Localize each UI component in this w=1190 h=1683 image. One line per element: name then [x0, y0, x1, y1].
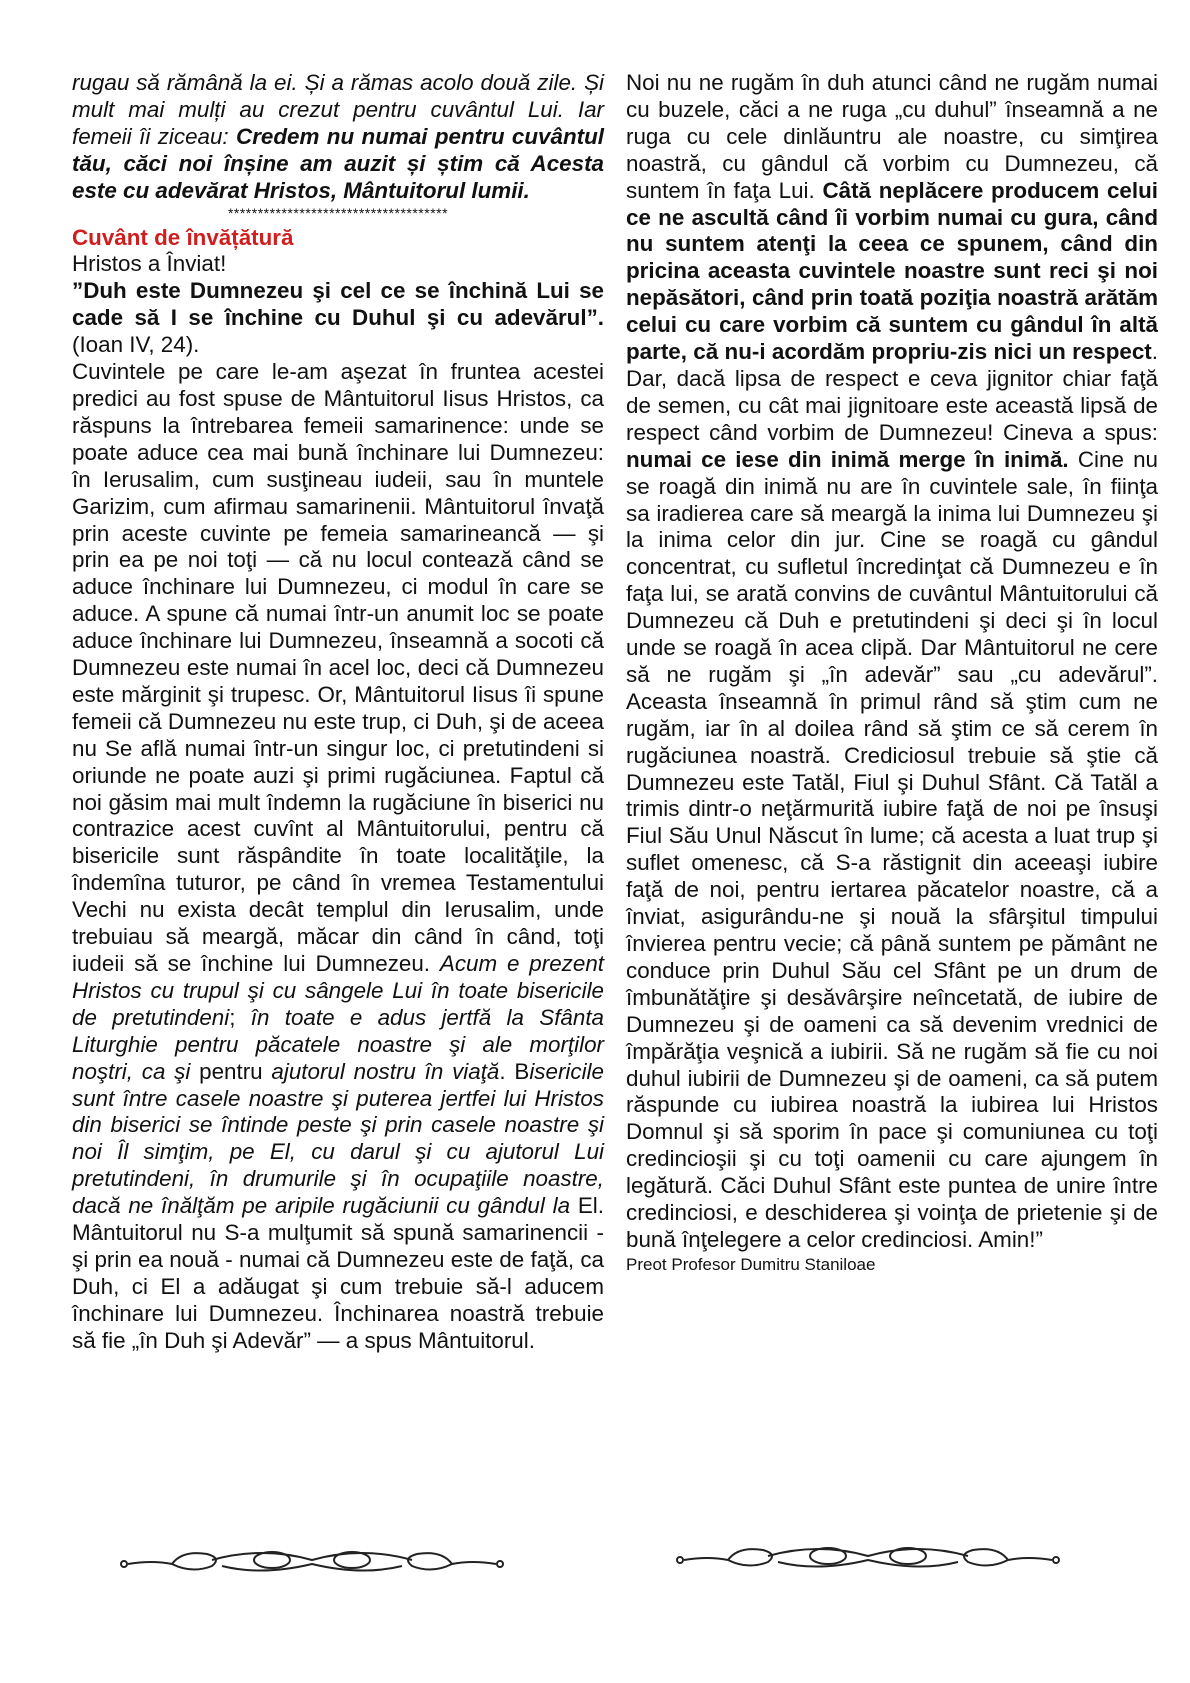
text-segment: El. Mântuitorul nu S-a mulţumit să spună samarinencii - şi prin ea nouă - numai că Dumnezeu este de faţă, ca Duh, ci El a adăugat şi cum trebuie să-l aducem închinare lui Dumnezeu. Închinarea noastră trebuie să fie „în Duh şi Adevăr” — a spus Mântuitorul. [72, 1193, 604, 1353]
text-segment: Cine nu se roagă din inimă nu are în cuvintele sale, în fiinţa sa iradierea care să meargă la inima lui Dumnezeu şi la inima celor din jur. Cine se roagă cu gândul concentrat, cu sufletul încredinţat că Dumnezeu e în faţa lui, se arată convins de cuvântul Mântuitorului că Dumnezeu că Duh e pretutindeni şi deci şi în locul unde se roagă în acea clipă. Dar Mântuitorul ne cere să ne rugăm şi „în adevăr” sau „cu adevărul”. Aceasta înseamnă în primul rând să ştim cum ne rugăm, iar în al doilea rând să ştim ce să cerem în rugăciunea noastră. Crediciosul trebuie să ştie că Dumnezeu este Tatăl, Fiul şi Duhul Sfânt. Că Tatăl a trimis dintr-o neţărmurită iubire faţă de noi pe însuşi Fiul Său Unul Născut în lume; că acesta a luat trup şi suflet omenesc, că S-a răstignit din aceeaşi iubire faţă de noi, pentru iertarea păcatelor noastre, că a înviat, asigurându-ne şi nouă la sfârşitul timpului învierea pentru vecie; că până suntem pe pământ ne conduce prin Duhul Său cel Sfânt pe un drum de îmbunătăţire şi desăvârşire neîncetată, de iubire de Dumnezeu şi de oameni ca să devenim vrednici de împărăţia veşnică a iubirii. Să ne rugăm să fie cu noi duhul iubirii de Dumnezeu şi de oameni, ca să putem răspunde cu iubirea noastră la iubirea lui Hristos Domnul şi să sporim în pace şi comuniunea cu toţi credincioşii şi cu toţi oamenii cu care ajungem în legătură. Căci Duhul Sfânt este puntea de unire între credinciosi, e deschiderea şi voinţa de prietenie şi de bună înţelegere a celor credinciosi. Amin!” [626, 446, 1159, 1252]
right-column [626, 70, 1158, 1276]
text-segment: pentru [190, 1058, 272, 1084]
text-segment: ; [229, 1004, 251, 1030]
sermon-body-left [72, 359, 604, 1355]
text-segment: . B [499, 1058, 530, 1084]
intro-bold-quote: Credem nu numai pentru cuvântul tău, căci noi înșine am auzit și știm că Acesta este cu adevărat Hristos, Mântuitorul lumii. [72, 123, 604, 203]
text-segment: . Dar, dacă lipsa de respect e ceva jignitor chiar faţă de semen, cu cât mai jignitoare este această lipsă de respect când vorbim de Dumnezeu! Cineva a spus: [626, 339, 1158, 445]
text-segment: Câtă neplăcere producem celui ce ne ascultă când îi vorbim numai cu gura, când nu suntem atenţi la ceea ce spunem, când din pricina aceasta cuvintele noastre sunt reci şi noi nepăsători, când prin toată poziţia noastră arătăm celui cu care vorbim că suntem cu gândul în altă parte, că nu-i acordăm propriu-zis nici un respect [626, 177, 1158, 365]
text-segment: Cuvintele pe care le-am aşezat în fruntea acestei predici au fost spuse de Mântuitorul Iisus Hristos, ca răspuns la întrebarea femeii samarinence: unde se poate aduce cea mai bună închinare lui Dumnezeu: în Ierusalim, cum susţineau iudeii, sau în muntele Garizim, cum afirmau samarinenii. Mântuitorul învaţă prin aceste cuvinte pe femeia samarineancă — şi prin ea pe noi toţi — că nu locul contează când se aduce închinare lui Dumnezeu, ci modul în care se aduce. A spune că numai într-un anumit loc se poate aduce închinare lui Dumnezeu, înseamnă a socoti că Dumnezeu este numai în acel loc, deci că Dumnezeu este mărginit şi trupesc. Or, Mântuitorul Iisus îi spune femeii că Dumnezeu nu este trup, ci Duh, şi de aceea nu Se află numai într-un singur loc, ci pretutindeni si oriunde ne poate auzi şi primi rugăciunea. Faptul că noi găsim mai mult îndemn la rugăciune în biserici nu contrazice acest cuvînt al Mântuitorului, pentru că bisericile sunt răspândite în toate localităţile, la îndemîna tuturor, pe când în vremea Testamentului Vechi nu exista decât templul din Ierusalim, unde trebuiau să meargă, măcar din când în când, toţi iudeii să se închine lui Dumnezeu. [72, 359, 604, 976]
quote-text: ”Duh este Dumnezeu şi cel ce se închină Lui se cade să I se închine cu Duhul şi cu adevărul”. [72, 278, 604, 331]
sermon-body-right [626, 70, 1158, 1254]
left-column [72, 70, 604, 1355]
quote-reference: (Ioan IV, 24). [72, 332, 200, 358]
text-segment: ajutorul nostru în viaţă [271, 1058, 500, 1084]
separator: ************************************* [227, 204, 449, 221]
intro-italic-text: rugau să rămână la ei. Și a rămas acolo două zile. Și mult mai mulți au crezut pentru cuvântul Lui. Iar femeii îi ziceau: [72, 70, 604, 149]
text-segment: în toate e adus jertfă la Sfânta Liturghie pentru păcatele noastre şi ale morţilor noştri, ca şi [72, 1004, 604, 1084]
scripture-quote [72, 278, 604, 359]
text-segment: Acum e prezent Hristos cu trupul şi cu sângele Lui în toate bisericile de pretutindeni [72, 951, 604, 1030]
scroll-ornament-icon [668, 1540, 1068, 1580]
text-segment: Noi nu ne rugăm în duh atunci când ne rugăm numai cu buzele, căci a ne ruga „cu duhul” înseamnă a ne ruga cu cele dinlăuntru ale noastre, cu simţirea noastră, cu gândul că vorbim cu Dumnezeu, că suntem în faţa Lui. [626, 70, 1158, 203]
scroll-ornament-icon [112, 1540, 512, 1580]
greeting: Hristos a Înviat! [72, 251, 227, 277]
text-segment: numai ce iese din inimă merge în inimă. [626, 446, 1069, 472]
author-signature: Preot Profesor Dumitru Staniloae [626, 1254, 876, 1274]
text-segment: isericile sunt între casele noastre şi puterea jertfei lui Hristos din biserici se întinde peste şi prin casele noastre şi noi Îl simţim, pe El, cu darul şi cu ajutorul Lui pretutindeni, în drumurile şi în ocupaţiile noastre, dacă ne înălţăm pe aripile rugăciunii cu gândul la [72, 1058, 604, 1219]
intro-paragraph [72, 70, 604, 205]
section-heading: Cuvânt de învățătură [72, 224, 294, 250]
